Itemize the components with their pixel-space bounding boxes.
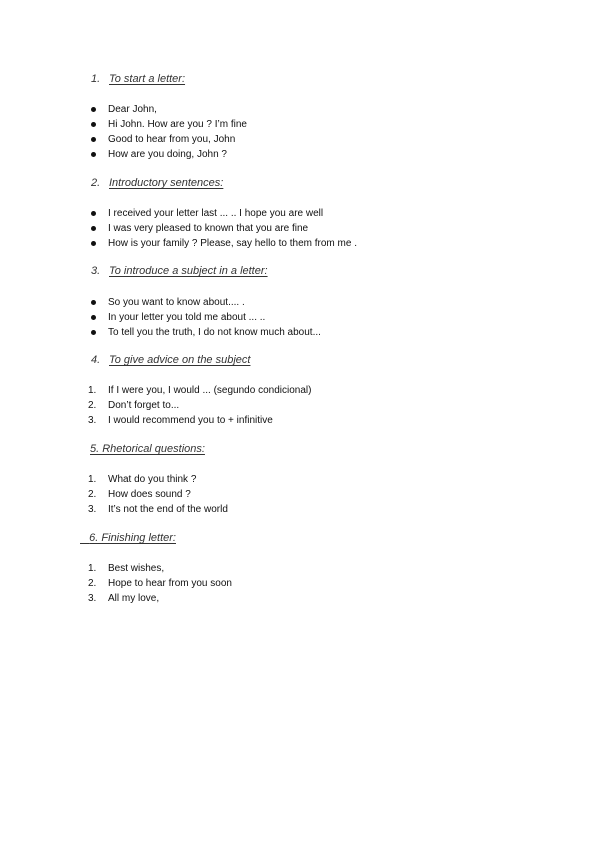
list-item: 3. All my love, [88, 593, 160, 604]
section-3-list [88, 295, 321, 340]
list-item: In your letter you told me about ... .. [88, 310, 321, 325]
list-item: 2. How does sound ? [88, 489, 191, 500]
bullet-icon [91, 211, 96, 216]
section-5-heading [90, 443, 205, 455]
section-4-heading [91, 354, 250, 366]
list-item: 1. If I were you, I would ... (segundo condicional) [88, 385, 312, 396]
section-3-number: 3. [91, 265, 101, 277]
list-item: I received your letter last ... .. I hope you are well [88, 206, 357, 221]
list-item: 3. It’s not the end of the world [88, 504, 228, 515]
section-2-number: 2. [91, 177, 101, 189]
list-number: 3. [88, 593, 97, 604]
bullet-icon [91, 137, 96, 142]
list-item: How is your family ? Please, say hello to them from me . [88, 236, 357, 251]
list-number: 3. [88, 504, 97, 515]
list-number: 2. [88, 400, 97, 411]
list-item: 2. Hope to hear from you soon [88, 578, 232, 589]
section-6-heading [80, 532, 176, 544]
section-2-list [88, 206, 357, 251]
section-5-list [88, 472, 228, 517]
list-number: 1. [88, 563, 97, 574]
list-item: How are you doing, John ? [88, 147, 247, 162]
bullet-icon [91, 122, 96, 127]
section-1-title: To start a letter: [109, 73, 186, 85]
section-4-title: To give advice on the subject [109, 354, 251, 366]
list-item: So you want to know about.... . [88, 295, 321, 310]
list-number: 3. [88, 415, 97, 426]
section-3-heading [91, 265, 268, 277]
bullet-icon [91, 152, 96, 157]
list-item: Hi John. How are you ? I’m fine [88, 117, 247, 132]
section-4-number: 4. [91, 354, 101, 366]
list-item: Good to hear from you, John [88, 132, 247, 147]
section-1-number: 1. [91, 73, 101, 85]
section-6-title: 6. Finishing letter: [89, 532, 176, 544]
bullet-icon [91, 241, 96, 246]
section-5-title: 5. Rhetorical questions: [90, 443, 205, 455]
list-item: 2. Don’t forget to... [88, 400, 180, 411]
list-item: To tell you the truth, I do not know much about... [88, 325, 321, 340]
bullet-icon [91, 226, 96, 231]
bullet-icon [91, 107, 96, 112]
section-6-list [88, 561, 232, 606]
section-2-title: Introductory sentences: [109, 177, 224, 189]
list-number: 2. [88, 578, 97, 589]
list-number: 2. [88, 489, 97, 500]
section-4-list [88, 383, 311, 428]
list-number: 1. [88, 385, 97, 396]
list-item: 1. Best wishes, [88, 563, 165, 574]
list-item: I was very pleased to known that you are fine [88, 221, 357, 236]
list-number: 1. [88, 474, 97, 485]
section-1-heading [91, 73, 185, 85]
section-3-title: To introduce a subject in a letter: [109, 265, 268, 277]
bullet-icon [91, 300, 96, 305]
list-item: Dear John, [88, 102, 247, 117]
bullet-icon [91, 315, 96, 320]
bullet-icon [91, 330, 96, 335]
section-1-list [88, 102, 247, 162]
section-2-heading [91, 177, 223, 189]
list-item: 1. What do you think ? [88, 474, 197, 485]
list-item: 3. I would recommend you to + infinitive [88, 415, 273, 426]
